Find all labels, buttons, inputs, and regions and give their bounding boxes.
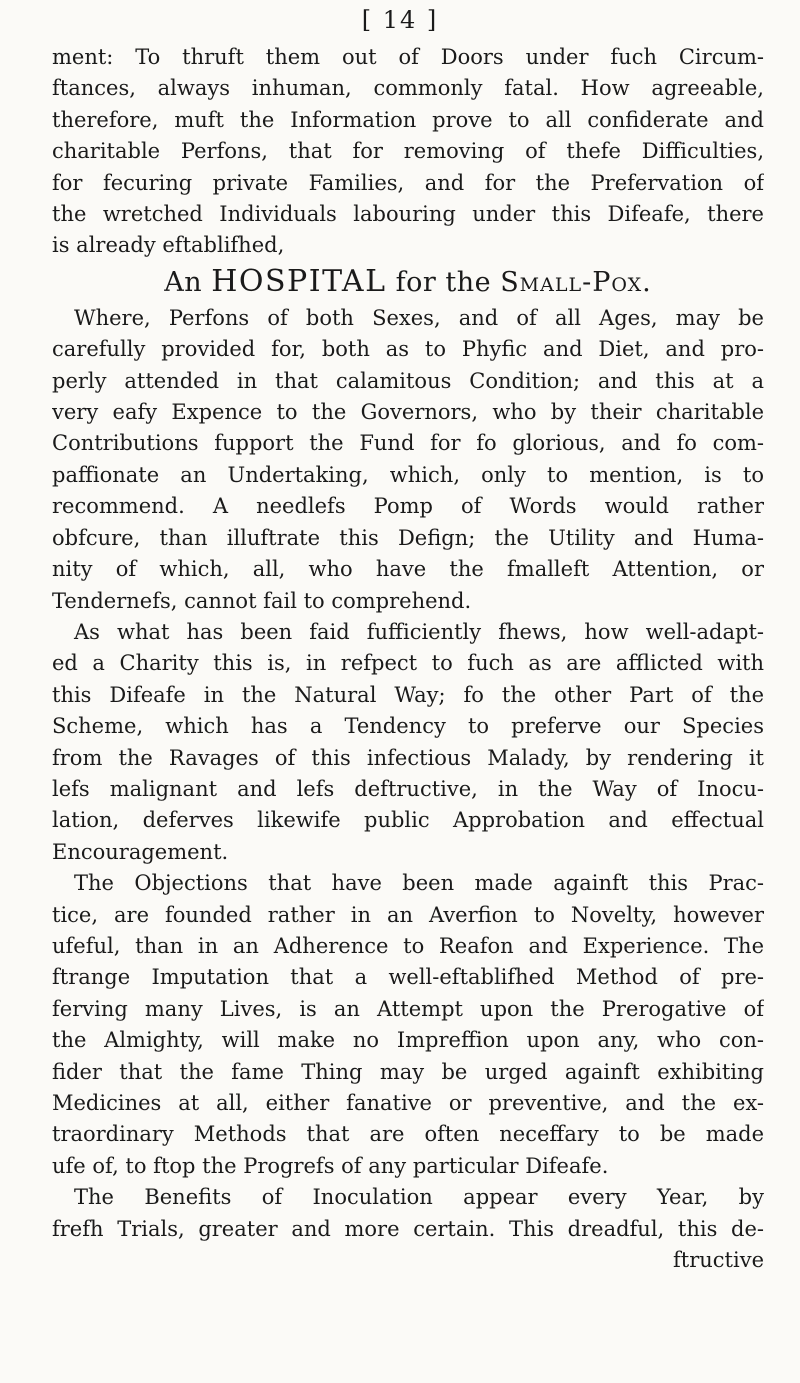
text-line: nity of which, all, who have the fmalleft Attention, or: [52, 557, 764, 582]
text-line: this Difeafe in the Natural Way; fo the other Part of the: [52, 682, 764, 707]
text-line: the wretched Individuals labouring under this Difeafe, there: [52, 202, 764, 227]
text-line: Encouragement.: [52, 839, 229, 864]
text-line: from the Ravages of this infectious Malady, by rendering it: [52, 745, 764, 770]
page-number: [ 14 ]: [361, 6, 439, 34]
text-line: traordinary Methods that are often neceffary to be made: [52, 1122, 764, 1147]
text-line: As what has been faid fufficiently fhews, how well-adapt-: [74, 619, 764, 644]
text-line: lefs malignant and lefs deftructive, in the Way of Inocu-: [52, 776, 764, 801]
text-line: The Benefits of Inoculation appear every Year, by: [74, 1185, 764, 1210]
text-line: Tendernefs, cannot fail to comprehend.: [52, 588, 472, 613]
text-line: ftances, always inhuman, commonly fatal. How agreeable,: [52, 76, 764, 101]
text-line: ferving many Lives, is an Attempt upon the Prerogative of: [52, 996, 764, 1021]
text-line: fider that the fame Thing may be urged againft exhibiting: [52, 1059, 764, 1084]
heading-middle: for the: [395, 266, 492, 298]
text-line: obfcure, than illuftrate this Defign; the Utility and Huma-: [52, 525, 764, 550]
section-heading: [52, 262, 764, 303]
text-line: for fecuring private Families, and for the Prefervation of: [52, 170, 764, 195]
text-line: Scheme, which has a Tendency to preferve our Species: [52, 714, 764, 739]
heading-small-caps: Small-Pox.: [500, 266, 652, 298]
text-line: recommend. A needlefs Pomp of Words would rather: [52, 494, 764, 519]
text-line: is already eftablifhed,: [52, 233, 285, 258]
text-line: therefore, muft the Information prove to all confiderate and: [52, 107, 764, 132]
text-line: ed a Charity this is, in refpect to fuch as are afflicted with: [52, 651, 764, 676]
text-line: frefh Trials, greater and more certain. This dreadful, this de-: [52, 1216, 764, 1241]
body-text: [52, 42, 764, 1276]
text-line: perly attended in that calamitous Condition; and this at a: [52, 368, 764, 393]
text-line: ufe of, to ftop the Progrefs of any particular Difeafe.: [52, 1153, 609, 1178]
text-line: Medicines at all, either fanative or preventive, and the ex-: [52, 1091, 764, 1115]
text-line: carefully provided for, both as to Phyfic and Diet, and pro-: [52, 337, 764, 362]
catchword: ftructive: [673, 1248, 764, 1273]
text-line: paffionate an Undertaking, which, only to mention, is to: [52, 462, 764, 487]
text-line: ment: To thruft them out of Doors under fuch Circum-: [52, 45, 764, 69]
text-line: Where, Perfons of both Sexes, and of all Ages, may be: [74, 305, 764, 330]
text-line: The Objections that have been made againft this Prac-: [74, 871, 764, 896]
text-line: very eafy Expence to the Governors, who by their charitable: [52, 400, 764, 425]
heading-main: HOSPITAL: [211, 263, 387, 299]
text-line: ufeful, than in an Adherence to Reafon and Experience. The: [52, 933, 764, 958]
text-line: charitable Perfons, that for removing of thefe Difficulties,: [52, 139, 764, 164]
text-line: the Almighty, will make no Impreffion upon any, who con-: [52, 1028, 764, 1053]
text-line: Contributions fupport the Fund for fo glorious, and fo com-: [52, 431, 764, 456]
heading-prefix: An: [164, 266, 203, 298]
text-line: lation, deferves likewife public Approbation and effectual: [52, 808, 764, 833]
text-line: tice, are founded rather in an Averfion to Novelty, however: [52, 902, 764, 927]
text-line: ftrange Imputation that a well-eftablifhed Method of pre-: [52, 965, 764, 990]
